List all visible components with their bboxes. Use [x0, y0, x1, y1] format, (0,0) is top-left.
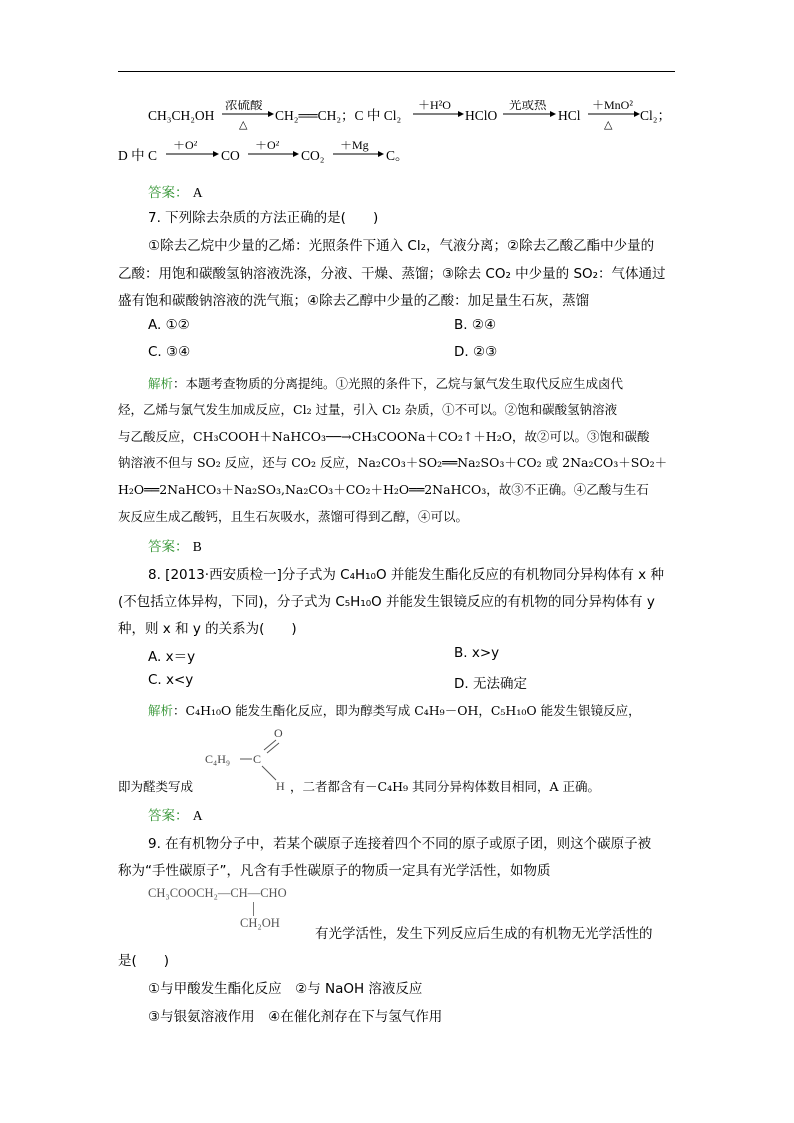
svg-text:△: △: [604, 118, 613, 130]
q8-explain-line2-post: ，二者都含有－C₄H₉ 其同分异构体数目相同，A 正确。: [290, 779, 600, 794]
q6-reaction-chain-2: [118, 141, 518, 167]
svg-text:CH₃CH₂OH: CH₃CH₂OH: [148, 108, 215, 123]
q8-stem-line3: 种，则 x 和 y 的关系为( ): [118, 621, 297, 637]
struct-c: C: [253, 752, 262, 766]
q7-explain-line3: 与乙酸反应，CH₃COOH＋NaHCO₃──→CH₃COONa＋CO₂↑＋H₂O，故②可以。③饱和碳酸: [118, 429, 650, 444]
explain-label: 解析: [148, 703, 174, 718]
svg-text:＋O²: ＋O²: [173, 141, 198, 152]
q7-explain-line6: 灰反应生成乙酸钙，且生石灰吸水，蒸馏可得到乙醇，④可以。: [118, 509, 469, 524]
q8-option-c: C. x<y: [148, 672, 194, 688]
q9-after-molecule: 有光学活性，发生下列反应后生成的有机物无光学活性的: [315, 926, 653, 942]
answer-value: A: [192, 808, 203, 823]
q6-explain-line1: [118, 100, 678, 134]
explain-label: 解析: [148, 376, 174, 391]
answer-label: 答案: [148, 539, 175, 555]
svg-text:光或热: 光或热: [509, 100, 547, 112]
svg-text:浓硫酸: 浓硫酸: [225, 100, 263, 112]
q7-explain-text1: ：本题考查物质的分离提纯。①光照的条件下，乙烷与氯气发生取代反应生成卤代: [173, 376, 624, 391]
answer-value: B: [192, 539, 202, 554]
q7-option-c: C. ③④: [148, 344, 191, 360]
q7-explain-line1: [148, 374, 623, 392]
svg-text:＋MnO²: ＋MnO²: [592, 100, 633, 112]
struct-r: C₄H₉: [205, 752, 231, 766]
q7-stem: 7. 下列除去杂质的方法正确的是( ): [148, 210, 379, 226]
q8-option-b: B. x>y: [454, 645, 500, 661]
struct-o: O: [274, 726, 283, 740]
svg-text:CO: CO: [221, 148, 240, 163]
answer-label: 答案: [148, 808, 175, 824]
q9-molecule-branch: CH₂OH: [240, 916, 280, 930]
q6-reaction-chain-1: [118, 100, 678, 130]
q9-item-line2: ③与银氨溶液作用 ④在催化剂存在下与氢气作用: [148, 1009, 443, 1025]
answer-label: 答案: [148, 185, 175, 201]
svg-text:CO₂: CO₂: [301, 148, 325, 163]
q7-option-d: D. ②③: [454, 344, 498, 360]
q7-option-a: A. ①②: [148, 317, 190, 333]
svg-text:＋H²O: ＋H²O: [418, 100, 451, 112]
q7-body-line2: 乙酸：用饱和碳酸氢钠溶液洗涤，分液、干燥、蒸馏；③除去 CO₂ 中少量的 SO₂：气体通过: [118, 266, 666, 282]
q8-stem-line2: (不包括立体异构，下同)，分子式为 C₅H₁₀O 并能发生银镜反应的有机物的同分异构体有 y: [118, 594, 655, 610]
svg-text:HClO: HClO: [465, 108, 498, 123]
svg-text:D 中 C: D 中 C: [118, 148, 158, 163]
svg-text:△: △: [239, 118, 248, 130]
struct-h: H: [276, 779, 285, 793]
svg-text:＋Mg: ＋Mg: [340, 141, 369, 152]
q8-answer: 答案： A: [148, 808, 203, 824]
q9-stem-line1: 9. 在有机物分子中，若某个碳原子连接着四个不同的原子或原子团，则这个碳原子被: [148, 836, 652, 852]
svg-text:HCl: HCl: [558, 108, 581, 123]
q7-explain-line5: H₂O══2NaHCO₃＋Na₂SO₃,Na₂CO₃＋CO₂＋H₂O══2NaHCO₃，故③不正确。④乙酸与生石: [118, 482, 649, 497]
q7-explain-line2: 烃，乙烯与氯气发生加成反应，Cl₂ 过量，引入 Cl₂ 杂质，①不可以。②饱和碳酸氢钠溶液: [118, 402, 618, 417]
q6-explain-line2: [118, 141, 678, 171]
q9-item-line1: ①与甲酸发生酯化反应 ②与 NaOH 溶液反应: [148, 981, 423, 997]
q8-option-a: A. x＝y: [148, 649, 196, 665]
q8-stem-line1: 8. [2013·西安质检一]分子式为 C₄H₁₀O 并能发生酯化反应的有机物同分异构体有 x 种: [148, 567, 664, 583]
q8-explain-line2-pre: 即为醛类写成: [118, 779, 194, 794]
q6-answer: 答案： A: [148, 185, 203, 201]
q9-stem-line2: 称为“手性碳原子”，凡含有手性碳原子的物质一定具有光学活性，如物质: [118, 863, 551, 879]
svg-text:CH₂══CH₂；C 中 Cl₂: CH₂══CH₂；C 中 Cl₂: [275, 108, 402, 123]
svg-text:Cl₂；: Cl₂；: [640, 108, 671, 123]
answer-value: A: [192, 185, 203, 200]
header-rule: [118, 71, 675, 72]
q7-option-b: B. ②④: [454, 317, 497, 333]
svg-text:＋O²: ＋O²: [255, 141, 280, 152]
q8-explain-text1: ：C₄H₁₀O 能发生酯化反应，即为醇类写成 C₄H₉－OH，C₅H₁₀O 能发生银镜反应，: [173, 703, 641, 718]
q9-molecule-bond: [253, 902, 256, 916]
q9-stem-end: 是( ): [118, 953, 170, 969]
q9-molecule-main: CH₃COOCH₂—CH—CHO: [148, 886, 287, 900]
q7-body-line1: ①除去乙烷中少量的乙烯：光照条件下通入 Cl₂，气液分离；②除去乙酸乙酯中少量的: [148, 238, 655, 254]
svg-text:C。: C。: [386, 148, 409, 163]
q7-body-line3: 盛有饱和碳酸钠溶液的洗气瓶；④除去乙醇中少量的乙酸：加足量生石灰，蒸馏: [118, 293, 590, 309]
q8-explain-line1: [148, 701, 641, 719]
q8-option-d: D. 无法确定: [454, 676, 527, 692]
q7-answer: 答案： B: [148, 539, 202, 555]
q7-explain-line4: 钠溶液不但与 SO₂ 反应，还与 CO₂ 反应，Na₂CO₃＋SO₂══Na₂SO₃＋CO₂ 或 2Na₂CO₃＋SO₂＋: [118, 455, 668, 470]
